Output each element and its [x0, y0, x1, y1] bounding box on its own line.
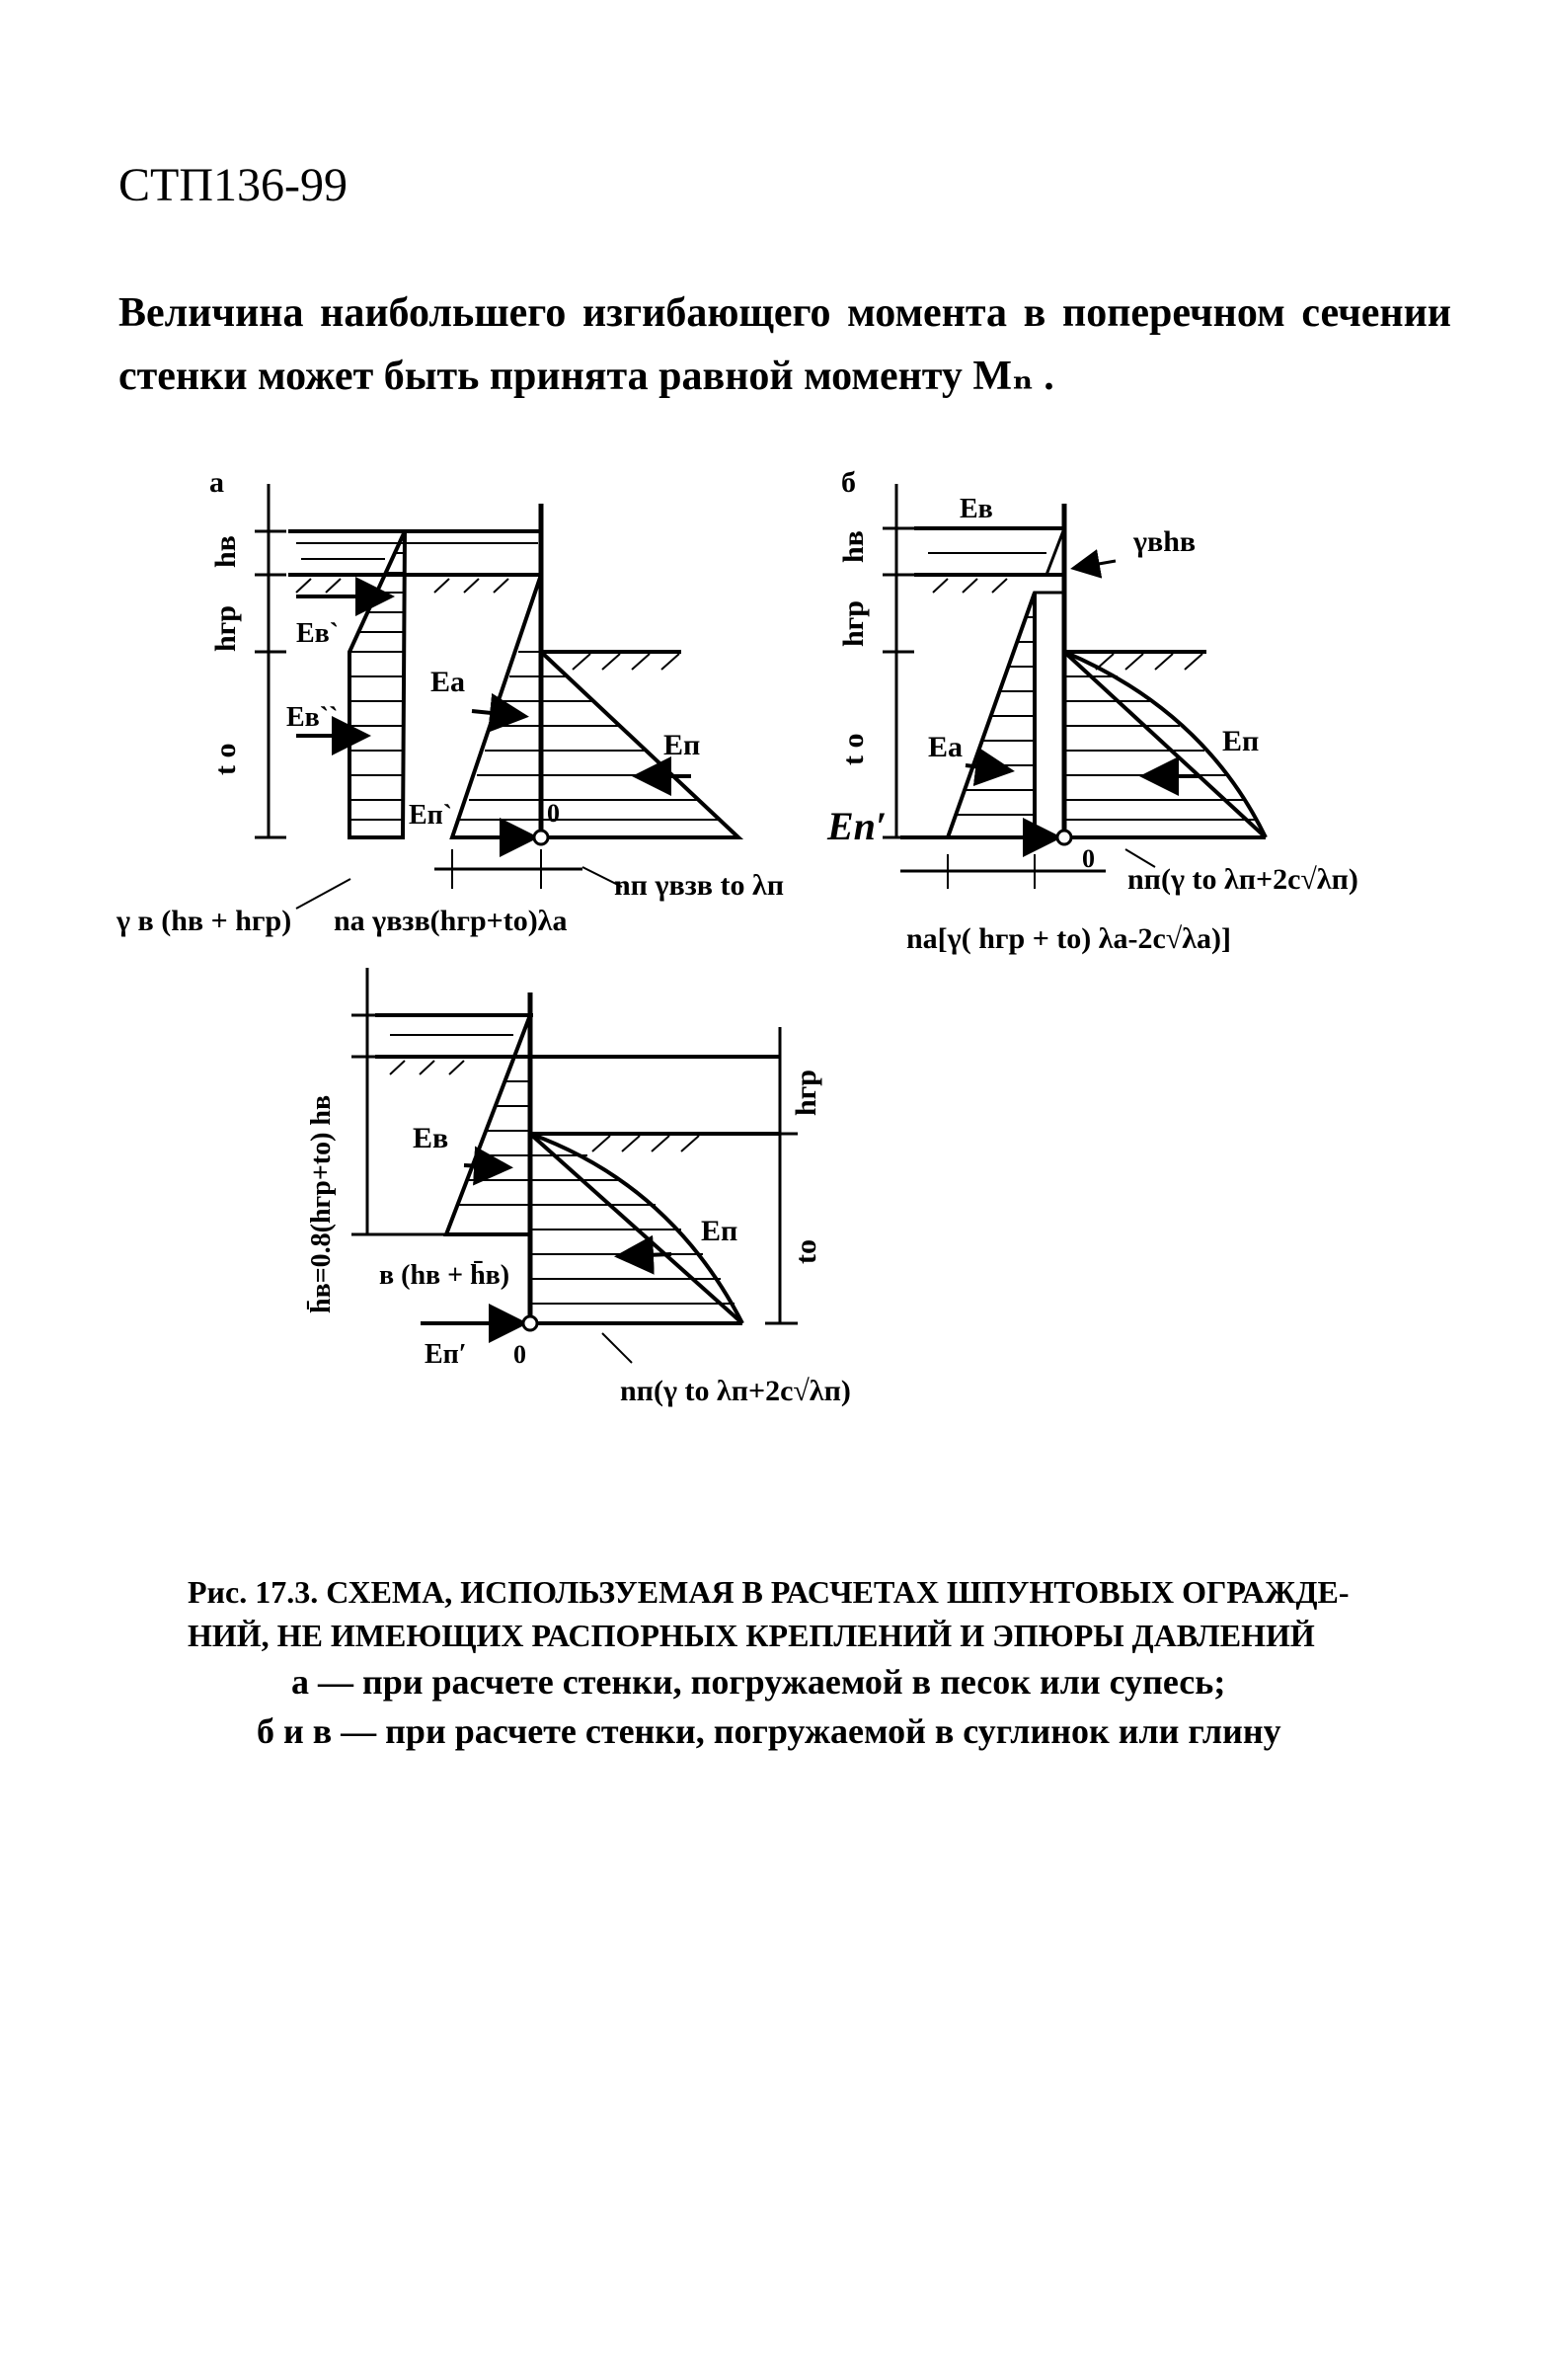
figure-b-label-ev: Ев	[960, 494, 993, 524]
figure-caption	[188, 1570, 1451, 1756]
figure-a-formula-bottom-right: nп γвзв tо λп	[614, 869, 784, 902]
figure-a-label-ep: Еп	[663, 729, 701, 761]
figure-b-formula-right: nп(γ tо λп+2c√λп)	[1127, 863, 1358, 896]
figure-c	[306, 968, 851, 1407]
figure-c-label-ep: Еп	[701, 1215, 738, 1247]
figure-b-dim-hgr: hгр	[837, 600, 870, 647]
document-code: СТП136-99	[118, 159, 348, 211]
caption-line-2: НИЙ, НЕ ИМЕЮЩИХ РАСПОРНЫХ КРЕПЛЕНИЙ И ЭПЮРЫ ДАВЛЕНИЙ	[188, 1618, 1315, 1653]
caption-line-4: б и в — при расчете стенки, погружаемой в суглинок или глину	[257, 1711, 1281, 1751]
figure-a-dim-hgr: hгр	[209, 605, 242, 652]
caption-line-1: Рис. 17.3. СХЕМА, ИСПОЛЬЗУЕМАЯ В РАСЧЕТАХ ШПУНТОВЫХ ОГРАЖДЕ-	[188, 1574, 1350, 1610]
caption-line-3: а — при расчете стенки, погружаемой в песок или супесь;	[291, 1662, 1226, 1702]
figure-a-formula-bottom-left: γ в (hв + hгр)	[116, 905, 292, 937]
figure-b-letter: б	[841, 466, 856, 499]
figure-a-letter: а	[209, 466, 224, 499]
intro-paragraph: Величина наибольшего изгибающего момента в поперечном сечении стенки может быть принята равной моменту Мₙ .	[118, 290, 1451, 399]
figure-a-label-ea: Еа	[430, 666, 466, 698]
figure-c-dim-left: h̄в=0.8(hгр+tо) hв	[306, 1094, 337, 1313]
figure-a-dim-hv: hв	[209, 535, 242, 568]
figure-b-label-gamma-hv: γвhв	[1133, 525, 1197, 558]
figure-a-formula-bottom-mid: nа γвзв(hгр+tо)λа	[334, 905, 568, 937]
figure-a-label-ep-prime: Еп`	[409, 800, 453, 831]
figure-b-dim-to: t o	[837, 733, 870, 765]
figure-b-dim-hv: hв	[837, 530, 870, 563]
figure-c-label-v: в (hв + h̄в)	[379, 1260, 510, 1291]
figure-a-label-zero: 0	[547, 799, 560, 828]
figure-b-label-zero: 0	[1082, 844, 1095, 873]
figure-b	[826, 466, 1358, 955]
figure-b-label-ep-prime: Eп′	[827, 804, 888, 848]
figure-a-dim-to: t o	[209, 743, 242, 775]
figure-c-label-ep-prime: Еп′	[425, 1339, 467, 1370]
figure-c-dim-to: tо	[790, 1239, 822, 1264]
figure-a	[116, 466, 784, 937]
figure-a-label-ev1: Ев`	[296, 618, 340, 649]
figure-c-label-zero: 0	[513, 1340, 526, 1369]
figure-c-formula-bottom: nп(γ tо λп+2c√λп)	[620, 1375, 851, 1407]
figure-a-label-ev2: Ев``	[286, 702, 339, 733]
figure-b-label-ep: Еп	[1222, 725, 1260, 757]
figure-b-formula-bottom: nа[γ( hгр + tо) λа-2c√λа)]	[906, 922, 1231, 955]
figure-c-dim-hgr: hгр	[790, 1070, 822, 1116]
figure-b-label-ea: Еа	[928, 731, 964, 763]
figure-c-label-ev: Ев	[413, 1122, 449, 1154]
